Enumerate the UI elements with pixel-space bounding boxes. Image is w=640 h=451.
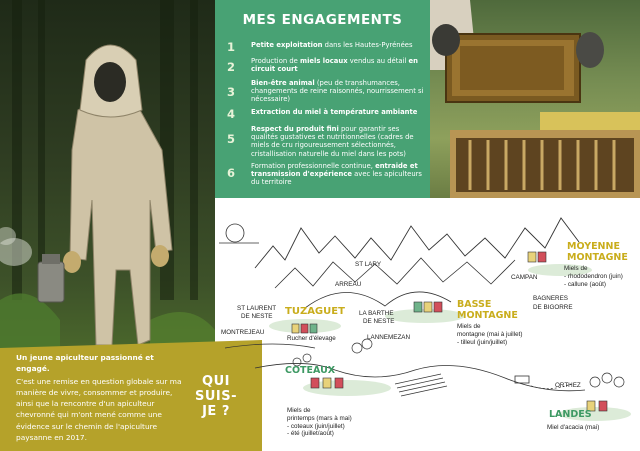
zone-basse-montagne: BASSE MONTAGNE — [457, 299, 518, 321]
zone-coteaux: COTEAUX — [285, 365, 336, 376]
place-la-barthe: LA BARTHE — [359, 310, 394, 317]
caption-moyenne-montagne: Miels de - rhododendron (juin) - callune (août) — [564, 265, 623, 288]
engagements-panel: MES ENGAGEMENTS 1 Petite exploitation dans les Hautes-Pyrénées 2 Production de miels locaux vendus au détail en circuit court 3 Bien-être animal (peu de transhumances, changements de reine raisonnés, nourrissement si nécessaire) 4 Extraction du miel à température ambiante 5 Respect du produit fini pour garantir ses qualités gustatives et nutritionnelles (cadres de miels de cru rigoureusement sélectionnés, cristallisation naturelle du miel dans les pots) 6 Formation professionnelle continue, entraide et transmission d'expérience avec les apiculteurs du territoire — [215, 0, 430, 198]
place-lannemezan: LANNEMEZAN — [367, 334, 411, 341]
zone-tuzaguet: TUZAGUET — [285, 306, 345, 317]
engagements-title: MES ENGAGEMENTS — [242, 12, 403, 28]
caption-tuzaguet: Rucher d'élevage — [287, 335, 336, 342]
zone-landes: LANDES — [549, 409, 592, 420]
about-lead: Un jeune apiculteur passionné et engagé. — [16, 353, 154, 374]
hive-illustration — [430, 0, 640, 198]
place-st-laurent: ST LAURENT — [237, 305, 277, 312]
place-st-laurent-de-neste: DE NESTE — [241, 313, 273, 320]
apiary-map — [215, 198, 640, 451]
about-title: QUI SUIS-JE ? — [194, 374, 237, 419]
place-la-barthe-de-neste: DE NESTE — [363, 318, 395, 325]
caption-landes: Miel d'acacia (mai) — [547, 424, 600, 431]
caption-basse-montagne: Miels de montagne (mai à juillet) - tilleul (juin/juillet) — [457, 323, 523, 346]
about-body: C'est une remise en question globale sur ma manière de vivre, consommer et produire, ainsi que la rencontre d'un apiculteur chevronné qui m'ont mené comme une évidence sur le chemin de l'apiculture paysanne en 2017. — [16, 376, 182, 443]
caption-coteaux: Miels de printemps (mars à mai) - coteaux (juin/juillet) - été (juillet/août) — [287, 407, 352, 438]
zone-moyenne-montagne: MOYENNE MONTAGNE — [567, 241, 628, 263]
place-montrejeau: MONTREJEAU — [221, 329, 265, 336]
place-arreau: ARREAU — [335, 281, 362, 288]
hive-frames-photo — [430, 0, 640, 198]
about-text — [16, 352, 184, 443]
place-campan: CAMPAN — [511, 274, 538, 281]
place-orthez: ORTHEZ — [555, 382, 581, 389]
place-bagneres: BAGNERES — [533, 295, 568, 302]
place-de-bigorre: DE BIGORRE — [533, 304, 573, 311]
place-st-lary: ST LARY — [355, 261, 382, 268]
